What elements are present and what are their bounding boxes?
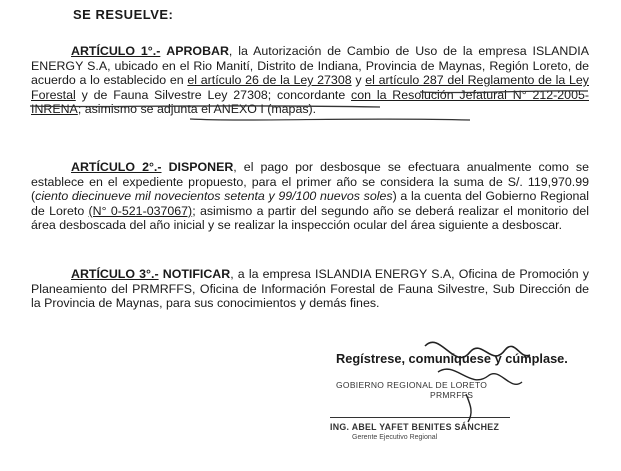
article-1-text-3: y de Fauna Silvestre Ley 27308; concordante: [75, 87, 352, 102]
article-2-text-3: ; asimismo a partir del segundo año se deberá realizar el monitorio del área desboscada del año inicial y se realizar la inspección ocular del área siguiente a desboscar.: [31, 203, 589, 233]
article-2-verb: DISPONER: [168, 160, 234, 174]
article-2-title: ARTÍCULO 2°.-: [71, 160, 162, 174]
article-2-italic-amount: ciento diecinueve mil novecientos setenta y 99/100 nuevos soles: [35, 189, 393, 204]
article-3-text-1: , a la empresa ISLANDIA ENERGY S.A, Oficina de Promoción y Planeamiento del PRMRFFS, Oficina de Información Forestal de Fauna Silvestre, Sub Dirección de la Provincia de Maynas, para sus conocimientos y demás fines.: [31, 267, 589, 311]
article-1-title: ARTÍCULO 1°.-: [71, 44, 161, 58]
article-2-text-1: , el pago por desbosque se efectuara anualmente como se establece en el expediente propuesto, para el primer año se considera la suma de S/. 119,970.99 (: [31, 160, 589, 204]
article-2-text-2: ) a la cuenta del Gobierno Regional de Loreto: [31, 189, 589, 218]
article-1-verb: APROBAR: [166, 44, 229, 58]
article-2: [31, 160, 589, 233]
article-1-text-1: , la Autorización de Cambio de Uso de la empresa ISLANDIA ENERGY S.A, ubicado en el Rio Manití, Distrito de Indiana, Provincia de Maynas, Región Loreto, de acuerdo a lo establecido en: [31, 44, 590, 88]
article-2-account-number: (N° 0-521-037067): [88, 203, 193, 218]
article-3-title: ARTÍCULO 3°.-: [71, 267, 159, 281]
article-1-underline-3: con la Resolución Jefatural N° 212-2005-INRENA: [31, 87, 589, 117]
signer-name: ING. ABEL YAFET BENITES SÁNCHEZ: [330, 422, 500, 432]
stamp-government-line: GOBIERNO REGIONAL DE LORETO: [336, 380, 488, 390]
stamp-office-line: PRMRFFS: [430, 390, 474, 400]
article-1: [31, 44, 589, 117]
closing-formula: Regístrese, comuníquese y cúmplase.: [336, 351, 568, 366]
article-1-underline-1: el artículo 26 de la Ley 27308: [187, 73, 352, 88]
article-3: [31, 267, 589, 311]
signature-rule: [330, 417, 510, 418]
article-1-text-4: ; asimismo se adjunta el ANEXO I (mapas).: [77, 102, 317, 117]
signer-position: Gerente Ejecutivo Regional: [352, 434, 438, 441]
article-1-underline-2: el artículo 287 del Reglamento de la Ley Forestal: [31, 73, 589, 102]
resolution-heading: SE RESUELVE:: [73, 7, 174, 22]
article-1-text-2: y: [351, 73, 366, 88]
article-3-verb: NOTIFICAR: [162, 267, 231, 281]
pen-underline-3: [190, 119, 470, 120]
